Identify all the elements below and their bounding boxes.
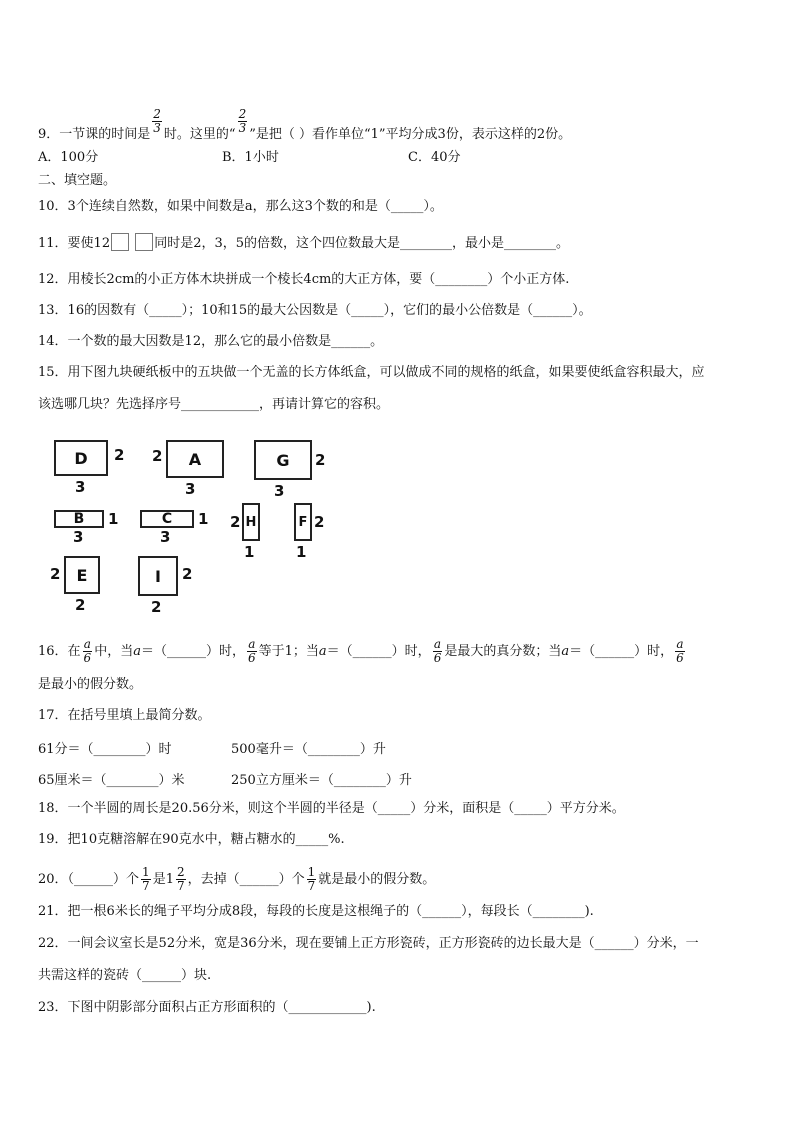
fraction-a-over-6: $\frac{a}{6}$	[83, 637, 92, 665]
piece-d-width: 3	[75, 478, 86, 496]
digit-box[interactable]	[111, 233, 129, 251]
piece-e-width: 2	[75, 596, 86, 614]
piece-d-height: 2	[114, 446, 125, 464]
q9-option-c: C．40分	[408, 150, 461, 165]
fraction-two-thirds-quoted: $\frac{2}{3}$	[238, 107, 247, 135]
question-14: 14．一个数的最大因数是12，那么它的最小倍数是______。	[38, 334, 384, 349]
piece-h-height: 2	[230, 513, 241, 531]
piece-b-height: 1	[108, 510, 119, 528]
piece-i-height: 2	[182, 565, 193, 583]
piece-a-height: 2	[152, 447, 163, 465]
piece-g-width: 3	[274, 482, 285, 500]
piece-g: G	[254, 440, 312, 480]
piece-c-width: 3	[160, 528, 171, 546]
piece-a: A	[166, 440, 224, 478]
question-22-line1: 22．一间会议室长是52分米，宽是36分米，现在要铺上正方形瓷砖，正方形瓷砖的边长最大是（______）分米，一	[38, 936, 699, 951]
q17-item-b: 500毫升＝（________）升	[231, 742, 386, 757]
fraction-a-over-6: $\frac{a}{6}$	[676, 637, 684, 665]
question-10: 10．3个连续自然数，如果中间数是a，那么这3个数的和是（_____）。	[38, 199, 443, 214]
section-title: 二、填空题。	[38, 173, 117, 188]
question-21: 21．把一根6米长的绳子平均分成8段，每段的长度是这根绳子的（______），每段长（________).	[38, 904, 594, 919]
piece-d: D	[54, 440, 108, 476]
question-15-line1: 15．用下图九块硬纸板中的五块做一个无盖的长方体纸盒，可以做成不同的规格的纸盒，如果要使纸盒容积最大，应	[38, 365, 705, 380]
fraction-one-seventh: $\frac{1}{7}$	[307, 865, 316, 893]
piece-a-width: 3	[185, 480, 196, 498]
piece-f: F	[294, 503, 312, 541]
question-16-line1: 16．在 $\frac{a}{6}$ 中，当a＝（______）时， $\frac{a}{6}$ 等于1；当a＝（______）时， $\frac{a}{6}$ 是最大的真分数；当a＝（______）时， $\frac{a}{6}$	[38, 637, 684, 665]
question-12: 12．用棱长2cm的小正方体木块拼成一个棱长4cm的大正方体，要（________）个小正方体.	[38, 272, 570, 287]
piece-i: I	[138, 556, 178, 596]
piece-b: B	[54, 510, 104, 528]
question-23: 23．下图中阴影部分面积占正方形面积的（____________).	[38, 1000, 376, 1015]
question-18: 18．一个半圆的周长是20.56分米，则这个半圆的半径是（_____）分米，面积是（_____）平方分米。	[38, 801, 625, 816]
question-11: 11．要使12 同时是2，3，5的倍数，这个四位数最大是________，最小是________。	[38, 233, 764, 253]
piece-h: H	[242, 503, 260, 541]
fraction-one-seventh: $\frac{1}{7}$	[142, 865, 150, 893]
piece-e-height: 2	[50, 565, 61, 583]
q17-item-c: 65厘米＝（________）米	[38, 773, 185, 788]
piece-e: E	[64, 556, 100, 594]
question-13: 13．16的因数有（_____）；10和15的最大公因数是（_____），它们的最小公倍数是（______）。	[38, 303, 592, 318]
q17-item-a: 61分＝（________）时	[38, 742, 172, 757]
piece-i-width: 2	[151, 598, 162, 616]
question-22-line2: 共需这样的瓷砖（______）块.	[38, 968, 212, 983]
question-17-title: 17．在括号里填上最简分数。	[38, 708, 211, 723]
digit-box[interactable]	[135, 233, 153, 251]
piece-g-height: 2	[315, 451, 326, 469]
question-20: 20．（______）个 $\frac{1}{7}$ 是1 $\frac{2}{7}$ ，去掉（______）个 $\frac{1}{7}$ 就是最小的假分数。	[38, 865, 436, 893]
piece-b-width: 3	[73, 528, 84, 546]
fraction-a-over-6: $\frac{a}{6}$	[247, 637, 256, 665]
fraction-a-over-6: $\frac{a}{6}$	[433, 637, 442, 665]
question-9: 9．一节课的时间是 $\frac{2}{3}$ 时。这里的“ $\frac{2}{3}$ ”是把（ ）看作单位“1”平均分成3份，表示这样的2份。	[38, 107, 572, 142]
piece-h-width: 1	[244, 543, 255, 561]
piece-c: C	[140, 510, 194, 528]
q9-option-b: B．1小时	[222, 150, 279, 165]
piece-c-height: 1	[198, 510, 209, 528]
piece-f-width: 1	[296, 543, 307, 561]
fraction-two-thirds: $\frac{2}{3}$	[153, 107, 161, 135]
question-16-line2: 是最小的假分数。	[38, 677, 143, 692]
q9-option-a: A．100分	[38, 150, 99, 165]
question-15-line2: 该选哪几块？先选择序号____________，再请计算它的容积。	[38, 397, 390, 412]
q17-item-d: 250立方厘米＝（________）升	[231, 773, 412, 788]
question-19: 19．把10克糖溶解在90克水中，糖占糖水的_____%.	[38, 832, 345, 847]
piece-f-height: 2	[314, 513, 325, 531]
mixed-fraction-part: $\frac{2}{7}$	[176, 865, 185, 893]
